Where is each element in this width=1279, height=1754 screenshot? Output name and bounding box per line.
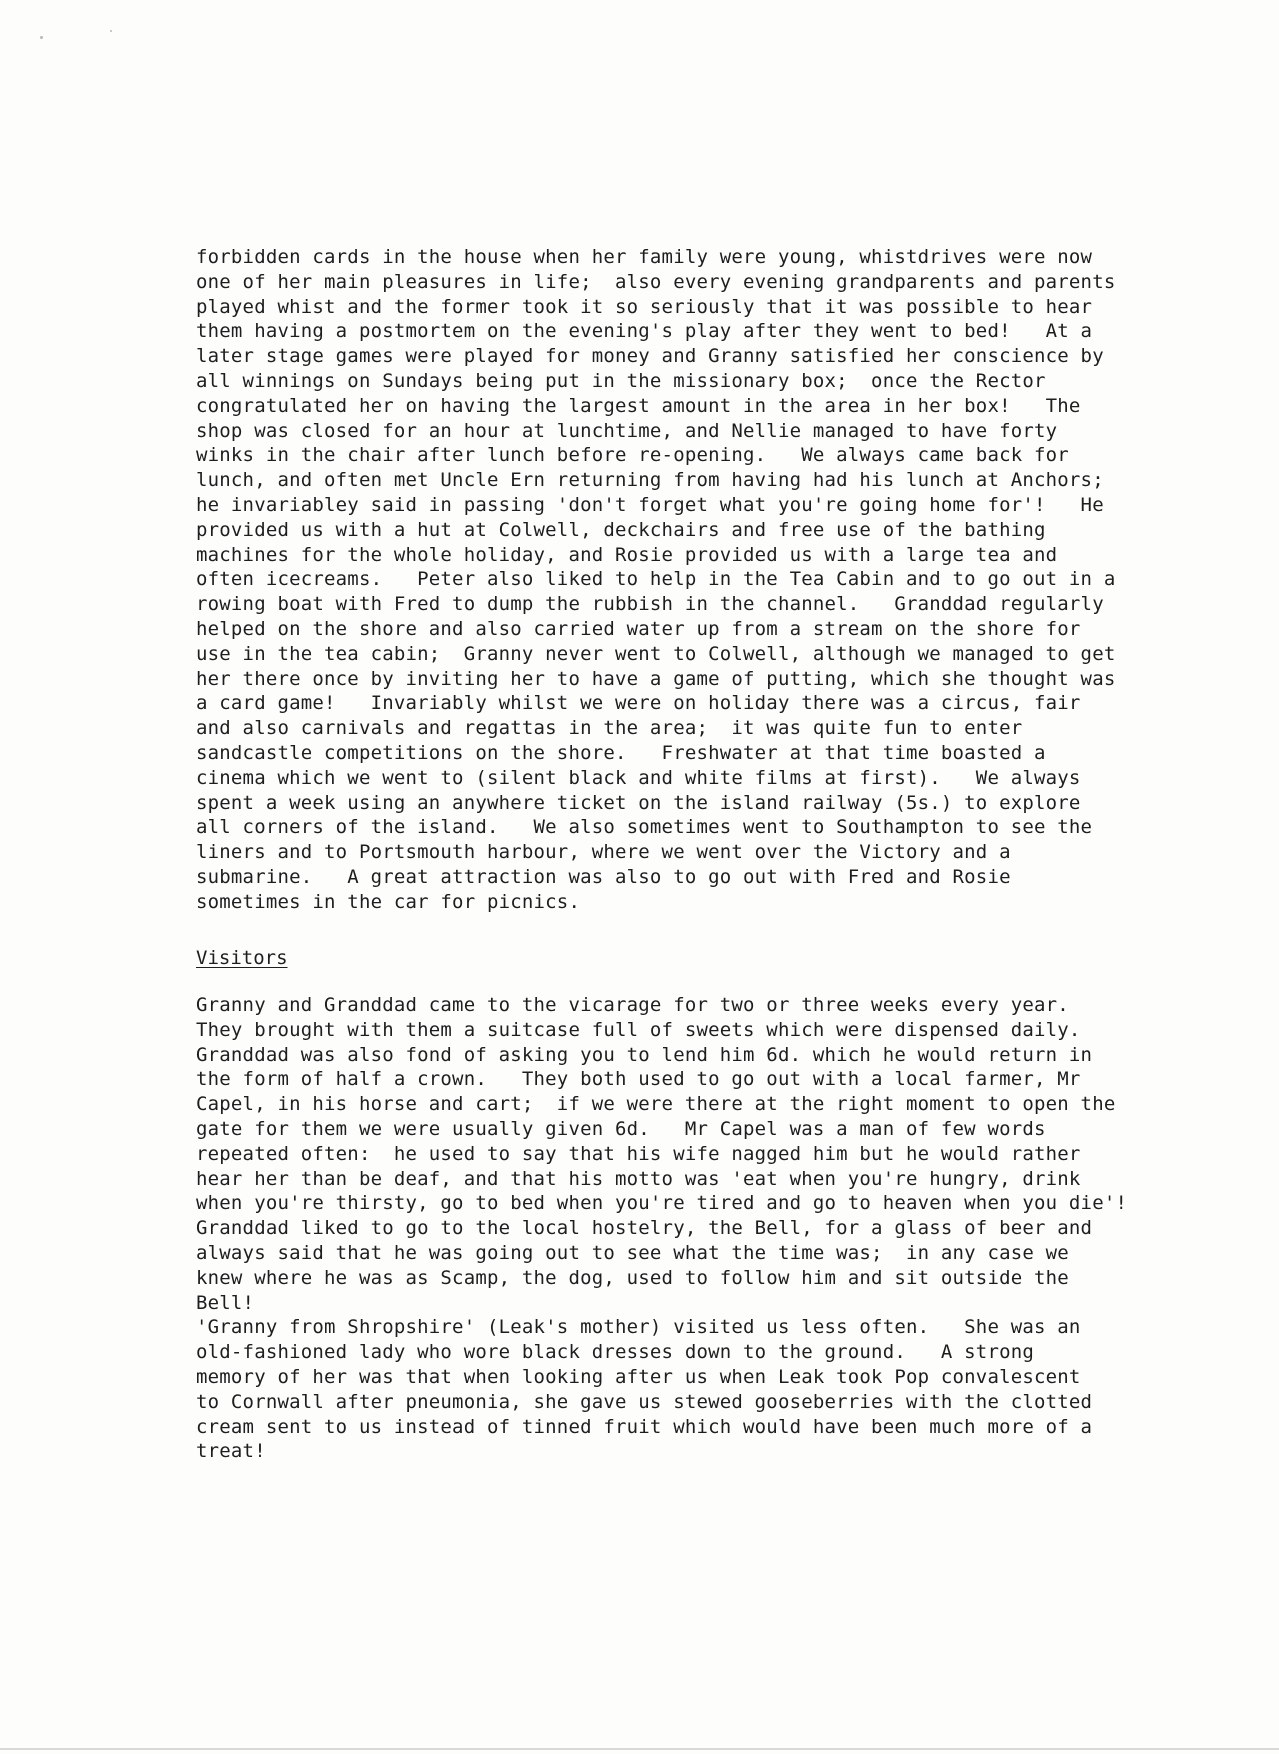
text-line: shop was closed for an hour at lunchtime, and Nellie managed to have forty	[196, 419, 1058, 442]
text-line: Capel, in his horse and cart; if we were there at the right moment to open the	[196, 1093, 1116, 1116]
scan-speck	[110, 30, 112, 32]
text-line: them having a postmortem on the evening's play after they went to bed! At a	[196, 320, 1093, 343]
text-line: use in the tea cabin; Granny never went to Colwell, although we managed to get	[196, 642, 1116, 665]
text-line: congratulated her on having the largest amount in the area in her box! The	[196, 394, 1081, 417]
text-line: old-fashioned lady who wore black dresses down to the ground. A strong	[196, 1341, 1035, 1364]
text-line: all corners of the island. We also sometimes went to Southampton to see the	[196, 816, 1093, 839]
text-line: he invariabley said in passing 'don't forget what you're going home for'! He	[196, 493, 1104, 516]
text-line: all winnings on Sundays being put in the missionary box; once the Rector	[196, 369, 1046, 392]
text-line: forbidden cards in the house when her family were young, whistdrives were now	[196, 246, 1093, 268]
text-line: a card game! Invariably whilst we were on holiday there was a circus, fair	[196, 692, 1081, 715]
text-line: repeated often: he used to say that his wife nagged him but he would rather	[196, 1142, 1081, 1165]
paragraph-visitors	[196, 993, 1156, 1464]
text-line: memory of her was that when looking after us when Leak took Pop convalescent	[196, 1365, 1081, 1388]
text-line: played whist and the former took it so seriously that it was possible to hear	[196, 295, 1093, 318]
text-line: knew where he was as Scamp, the dog, used to follow him and sit outside the	[196, 1266, 1069, 1289]
text-line: cinema which we went to (silent black and white films at first). We always	[196, 766, 1081, 789]
text-line: helped on the shore and also carried water up from a stream on the shore for	[196, 617, 1081, 640]
text-line: later stage games were played for money and Granny satisfied her conscience by	[196, 345, 1104, 368]
text-line: winks in the chair after lunch before re-opening. We always came back for	[196, 444, 1069, 467]
text-line: and also carnivals and regattas in the area; it was quite fun to enter	[196, 717, 1023, 740]
text-line: to Cornwall after pneumonia, she gave us stewed gooseberries with the clotted	[196, 1390, 1093, 1413]
text-line: They brought with them a suitcase full of sweets which were dispensed daily.	[196, 1018, 1081, 1041]
text-line: Granddad was also fond of asking you to lend him 6d. which he would return in	[196, 1043, 1093, 1066]
scan-speck	[40, 36, 43, 39]
text-line: sandcastle competitions on the shore. Freshwater at that time boasted a	[196, 741, 1046, 764]
text-line: hear her than be deaf, and that his motto was 'eat when you're hungry, drink	[196, 1167, 1081, 1190]
scan-bottom-edge	[0, 1748, 1279, 1750]
text-line: treat!	[196, 1440, 266, 1463]
section-heading-visitors: Visitors	[196, 947, 288, 969]
text-line: 'Granny from Shropshire' (Leak's mother) visited us less often. She was an	[196, 1316, 1081, 1339]
text-line: Bell!	[196, 1291, 255, 1314]
text-line: gate for them we were usually given 6d. Mr Capel was a man of few words	[196, 1117, 1046, 1140]
text-line: lunch, and often met Uncle Ern returning from having had his lunch at Anchors;	[196, 469, 1104, 492]
text-line: rowing boat with Fred to dump the rubbish in the channel. Granddad regularly	[196, 593, 1104, 616]
text-line: Granny and Granddad came to the vicarage for two or three weeks every year.	[196, 994, 1069, 1016]
text-line: often icecreams. Peter also liked to help in the Tea Cabin and to go out in a	[196, 568, 1116, 591]
text-line: her there once by inviting her to have a game of putting, which she thought was	[196, 667, 1116, 690]
text-line: sometimes in the car for picnics.	[196, 890, 581, 913]
text-line: when you're thirsty, go to bed when you're tired and go to heaven when you die'!	[196, 1192, 1128, 1215]
text-line: one of her main pleasures in life; also every evening grandparents and parents	[196, 270, 1116, 293]
text-line: Granddad liked to go to the local hostelry, the Bell, for a glass of beer and	[196, 1217, 1093, 1240]
text-line: the form of half a crown. They both used to go out with a local farmer, Mr	[196, 1068, 1081, 1091]
text-line: submarine. A great attraction was also to go out with Fred and Rosie	[196, 865, 1011, 888]
text-line: provided us with a hut at Colwell, deckchairs and free use of the bathing	[196, 518, 1046, 541]
text-line: cream sent to us instead of tinned fruit which would have been much more of a	[196, 1415, 1093, 1438]
text-line: always said that he was going out to see what the time was; in any case we	[196, 1241, 1069, 1264]
text-line: machines for the whole holiday, and Rosie provided us with a large tea and	[196, 543, 1058, 566]
paragraph-holiday	[196, 245, 1156, 915]
text-line: spent a week using an anywhere ticket on the island railway (5s.) to explore	[196, 791, 1081, 814]
text-line: liners and to Portsmouth harbour, where we went over the Victory and a	[196, 841, 1011, 864]
